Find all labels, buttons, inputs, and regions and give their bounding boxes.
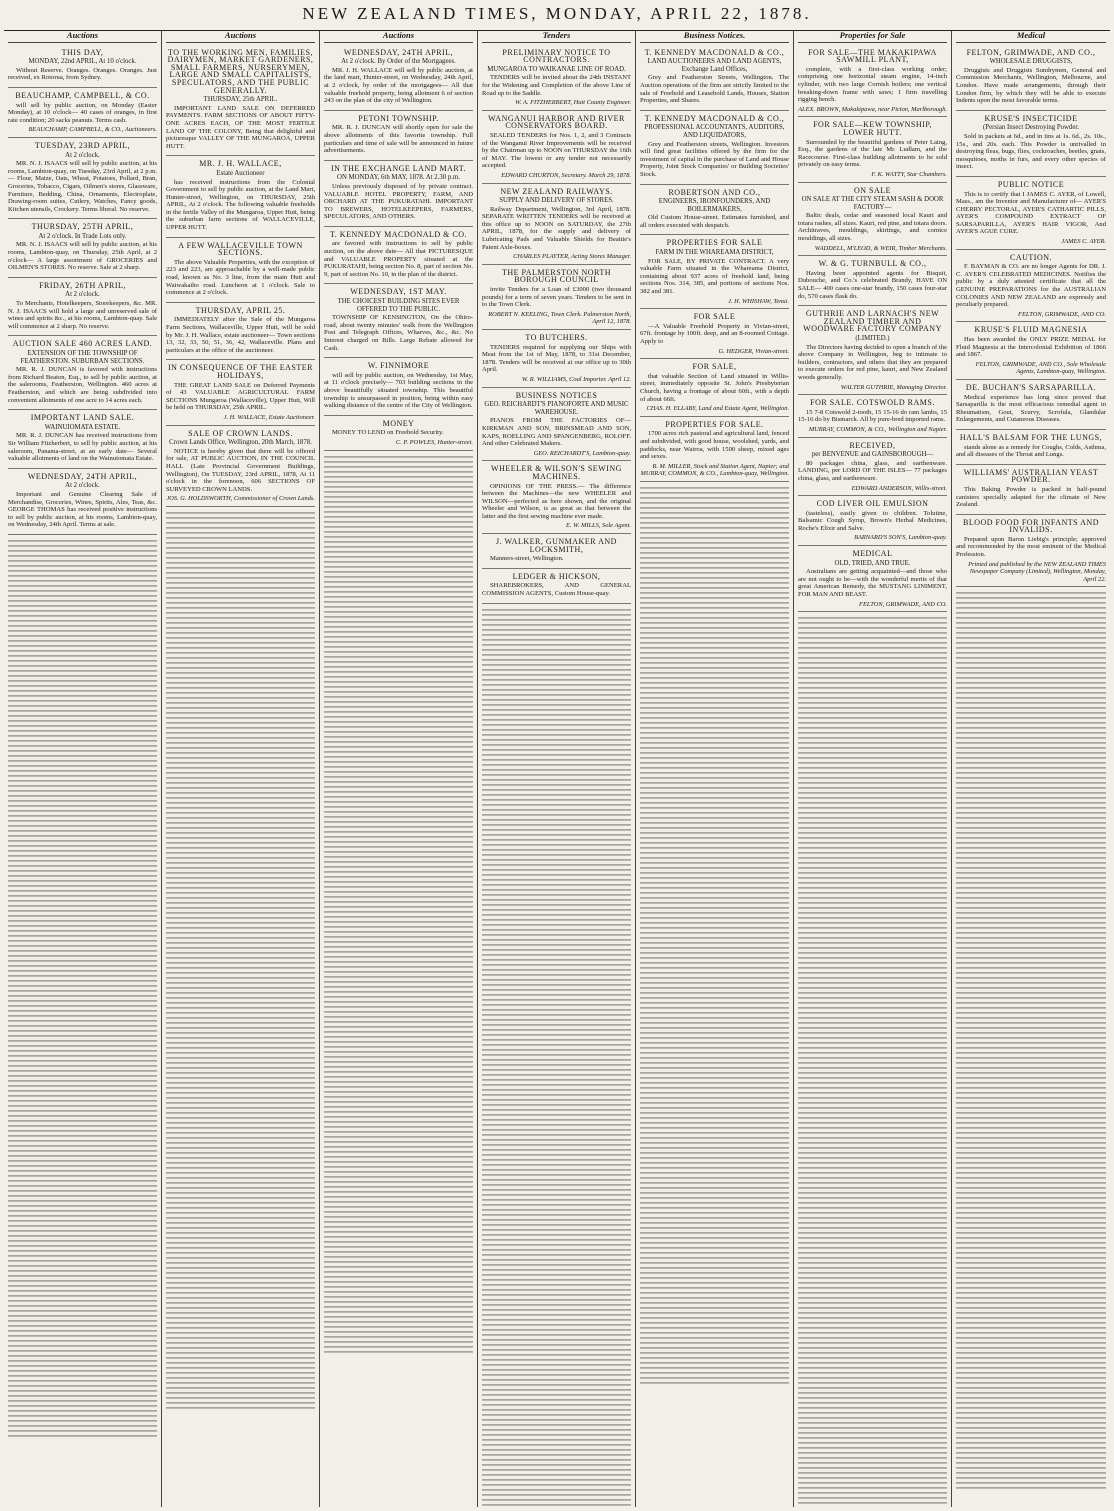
advertisement: [956, 177, 1106, 250]
ad-body: (tasteless), easily given to children. Tolutine, Balsamic Cough Syrup, Brown's Herbal Medicines, Roche's Elixir and Salve.: [798, 509, 947, 532]
ad-subtitle: THURSDAY, 25th APRIL.: [203, 96, 278, 104]
advertisement: [482, 461, 631, 534]
ad-title: AUCTION SALE 460 ACRES LAND.: [12, 339, 153, 349]
ad-body: stands alone as a remedy for Coughs, Colds, Asthma, and all diseases of the Throat and Lungs.: [956, 443, 1106, 459]
ad-body: 15 7-8 Cotswold 2-tooth, 15 15-16 do ram lambs, 15 15-16 do by Bismarck. All by pure-bred imported rams.: [798, 408, 947, 424]
ad-signature: CHAS. H. ELLABY, Land and Estate Agent, Wellington.: [646, 405, 789, 413]
ad-signature: MURRAY, COMMON, & CO., Wellington and Napier.: [808, 425, 947, 433]
advertisement: [798, 438, 947, 497]
ad-subtitle: MONDAY, 22nd APRIL, At 10 o'clock.: [28, 58, 137, 66]
ad-title: T. KENNEDY MACDONALD & CO.,: [644, 113, 785, 123]
ad-title: FOR SALE—KEW TOWNSHIP, LOWER HUTT.: [813, 120, 932, 137]
ad-title: MONEY: [382, 418, 415, 428]
ad-body: TENDERS will be invited about the 24th INSTANT for the Widening and Completion of the above Line of Road up to the Saddle.: [482, 74, 631, 97]
ad-title: THE PALMERSTON NORTH BOROUGH COUNCIL: [501, 267, 612, 285]
ad-title: GUTHRIE AND LARNACH'S NEW ZEALAND TIMBER AND WOODWARE FACTORY COMPANY: [803, 309, 942, 334]
ad-subtitle: GEO. REICHARDT'S PIANOFORTE AND MUSIC WAREHOUSE.: [484, 401, 629, 416]
advertisement: [166, 303, 315, 361]
ad-signature: R. M. MILLER, Stock and Station Agent, Napier; and MURRAY, COMMON, & CO., Lambton-quay, Wellington.: [640, 462, 789, 478]
ad-body: Baltic deals, cedar and seasoned local Kauri and totara rashes, all sizes. Kauri, red pine, and totara doors. Architraves, mouldings, skirtings, and cornice mouldings, all sizes.: [798, 212, 947, 243]
continued-text-block: [8, 539, 157, 1439]
ad-body: PIANOS FROM THE FACTORIES OF— KIRKMAN AND SON, BRINSMEAD AND SON, KAPS, ROELLING AND SPANGENBERG, ROLOFF. And other Celebrated Makers.: [482, 417, 631, 448]
ad-title: THIS DAY,: [61, 47, 104, 57]
ad-body: complete, with a first-class working order; comprising one horizontal steam engine, 14-inch cylinder, with two large Cornish boilers; one vertical breaking-down frame with saws; 1 firm travelling rigging bench.: [798, 65, 947, 104]
ad-body: OPINIONS OF THE PRESS.— The difference between the Machines—the new WHEELER and WILSON—perfected as here shown, and the original Wheeler and Wilson, is as great as that between the latter and the first sewing machine ever made.: [482, 482, 631, 520]
ad-subtitle: THE CHOICEST BUILDING SITES EVER OFFERED TO THE PUBLIC.: [337, 298, 460, 313]
ad-signature: C. P. POWLES, Hunter-street.: [395, 438, 473, 446]
ad-body: To Merchants, Hotelkeepers, Storekeepers, &c. MR. N. J. ISAACS will hold a large and unreserved sale of wines and spirits &c., at his rooms, Lambton-quay. Sale will commence at 2 sharp. No reserve.: [8, 300, 157, 330]
advertisement: [324, 416, 473, 451]
ad-signature: ALEX. BROWN, Makakipawa, near Picton, Marlborough.: [798, 105, 947, 113]
ad-subtitle: PROFESSIONAL ACCOUNTANTS, AUDITORS, AND LIQUIDATORS,: [644, 124, 785, 139]
advertisement: [798, 546, 947, 612]
advertisement: [640, 185, 789, 236]
ad-signature: FELTON, GRIMWADE, AND CO.: [859, 600, 947, 608]
newspaper-page: [4, 30, 1110, 1507]
ad-subtitle: EXTENSION OF THE TOWNSHIP OF FEATHERSTON. SUBURBAN SECTIONS.: [20, 350, 145, 365]
ad-title: NEW ZEALAND RAILWAYS.: [500, 186, 613, 196]
ad-body: SHAREBROKERS, AND GENERAL COMMISSION AGENTS, Custom House-quay.: [482, 582, 631, 598]
column-2: [162, 31, 320, 1507]
ad-body: NOTICE is hereby given that there will be offered for sale, AT PUBLIC AUCTION, IN THE COUNCIL HALL (Late Provincial Government Buildings, Wellington), On TUESDAY, 23rd APRIL, 1878, At 11 o'clock in the forenoon, 606 SECTIONS OF SURVEYED CROWN LANDS.: [166, 447, 315, 493]
advertisement: [640, 309, 789, 359]
ad-title: DE. BUCHAN'S SARSAPARILLA.: [965, 382, 1097, 392]
ad-title: TUESDAY, 23RD APRIL,: [34, 140, 131, 150]
ad-title: TO THE WORKING MEN, FAMILIES, DAIRYMEN, MARKET GARDENERS, SMALL FARMERS, NURSERYMEN, LARGE AND SMALL CAPITALISTS, SPECULATORS, AND THE PUBLIC GENERALLY.: [167, 47, 314, 95]
ad-body: TOWNSHIP OF KENSINGTON, On the Ohiro-road, about twenty minutes' walk from the Wellington Post and Telegraph Offices, Wharves, &c., &c. No Interest charged on Bills. Large Rebate allowed for Cash.: [324, 314, 473, 352]
ad-signature: JAMES C. AYER.: [1061, 238, 1106, 246]
ad-signature: GEO. REICHARDT'S, Lambton-quay.: [533, 449, 631, 457]
ad-body: F. BAYMAN & CO. are no longer Agents for DR. J. C. AYER'S CELEBRATED MEDICINES. Notifies the public by a duly attested certificate that all the GENUINE PREPARATIONS for the AUSTRALIAN COLONIES AND NEW ZEALAND are expressly and peculiarly prepared.: [956, 263, 1106, 309]
ad-signature: J. H. WHISHAW, Tenui.: [728, 297, 789, 305]
ad-body: TENDERS required for supplying our Ships with Meat from the 1st of May, 1878, to 31st December, 1878. Tenders will be received at our office up to 30th April.: [482, 343, 631, 374]
ad-subtitle: ON SALE AT THE CITY STEAM SASH & DOOR FACTORY—: [801, 196, 944, 211]
column-4: [478, 31, 636, 1507]
advertisement: [798, 256, 947, 306]
ad-body: Has been awarded the ONLY PRIZE MEDAL for Fluid Magnesia at the Intercolonial Exhibition of 1866 and 1867.: [956, 336, 1106, 359]
ad-title: ON SALE: [853, 185, 892, 195]
ad-body: The above Valuable Properties, with the exception of 223 and 223, are approachable by a well-made public road, known as No. 3 line, from the main Hutt and Waiwakaiho road. Luncheon at 1 o'clock. Sale to commence at 2 o'clock.: [166, 258, 315, 297]
ad-body: This is to certify that I JAMES C. AYER, of Lowell, Mass., am the Inventor and Manufacturer of— AYER'S CHERRY PECTORAL, AYER'S CATHARTIC PILLS, AYER'S COMPOUND EXTRACT OF SARSAPARILLA, AYER'S HAIR VIGOR, And AYER'S AGUE CURE.: [956, 190, 1106, 236]
ad-subtitle: OLD, TRIED, AND TRUE.: [834, 559, 911, 567]
ad-body: has received instructions from the Colonial Government to sell by public auction, at the Land Mart, Hunter-street, Wellington, on THURSDAY, 25th APRIL, At 2 o'clock. The following valuable freeholds in the fertile Valley of the Mungaroa, Upper Hutt, being the suburban farm sections of WALLACEVILLE, UPPER HUTT.: [166, 178, 315, 232]
ad-subtitle: (Persian Insect Destroying Powder.: [983, 124, 1079, 132]
advertisement: [956, 465, 1106, 515]
ad-signature: W. R. WILLIAMS, Coal Importer. April 12.: [521, 375, 631, 383]
ad-signature: CHARLES PLAYTER, Acting Stores Manager.: [513, 253, 631, 261]
advertisement: [956, 111, 1106, 177]
advertisement: [798, 183, 947, 257]
column-7: [952, 31, 1110, 1507]
ad-title: PROPERTIES FOR SALE: [666, 238, 763, 248]
ad-title: PRELIMINARY NOTICE TO CONTRACTORS.: [502, 47, 611, 65]
ad-title: FOR SALE,: [692, 362, 737, 372]
ad-subtitle: Estate Auctioneer: [216, 169, 265, 177]
ad-title: COD LIVER OIL EMULSION: [816, 499, 929, 509]
ad-body: Unless previously disposed of by private contract. VALUABLE HOTEL PROPERTY, FARM, AND ORCHARD AT THE PUKURATAHI. IMPORTANT TO BREWERS, HOTELKEEPERS, FARMERS, SPECULATORS, AND OTHERS.: [324, 182, 473, 221]
ad-signature: JOS. G. HOLDSWORTH, Commissioner of Crown Lands.: [166, 495, 315, 503]
ad-title: WEDNESDAY, 1ST MAY.: [350, 287, 447, 297]
advertisement: [482, 45, 631, 111]
ad-body: Australians are getting acquainted—and those who are not ought to be—with the wonderful merits of that great American Remedy, the MUSTANG LINIMENT, FOR MAN AND BEAST.: [798, 568, 947, 599]
ad-body: SEALED TENDERS for Nos. 1, 2, and 3 Contracts of the Wanganui River Improvements will be received by the Chairman up to NOON on THURSDAY the 16th of MAY. The lowest or any tender not necessarily accepted.: [482, 131, 631, 170]
ad-title: TO BUTCHERS.: [525, 333, 588, 342]
ad-body: MR. N. J. ISAACS will sell by public auction, at his rooms, Lambton-quay, on Tuesday, 23rd April, at 2 p.m.— Flour, Maize, Oats, Wheat, Potatoes, Pollard, Bran, Groceries, Tobacco, Cigars, Oilmen's stores, Glassware, Furniture, Bedding, China, Ornaments, Electroplate, Drawing-room suites, Cutlery, Watches, Fancy goods, Kitchen utensils, Crockery. Terms liberal. No reserve.: [8, 160, 157, 213]
ad-title: KRUSE'S FLUID MAGNESIA: [974, 325, 1088, 335]
advertisement: [956, 250, 1106, 323]
advertisement: [166, 156, 315, 237]
ad-title: LEDGER & HICKSON,: [512, 571, 601, 581]
ad-body: invite Tenders for a Loan of £3000 (two thousand pounds) for a term of seven years. Tenders to be sent in to the Town Clerk.: [482, 286, 631, 309]
ad-title: W. FINNIMORE: [367, 361, 430, 371]
ad-subtitle: At 2 o'clock. In Trade Lots only.: [38, 232, 127, 240]
advertisement: [482, 569, 631, 604]
ad-subtitle: FARM IN THE WHAREAMA DISTRICT,: [655, 249, 774, 257]
continued-text-block: [956, 591, 1106, 1491]
column-heading: Properties for Sale: [798, 31, 947, 43]
ad-body: Medical experience has long since proved that Sarsaparilla is the most efficacious remedial agent in Rheumatism, Gout, Scurvy, Scrofula, Glandular Enlargements, and Cutaneous Diseases.: [956, 393, 1106, 424]
advertisement: [482, 330, 631, 388]
ad-signature: WALTER GUTHRIE, Managing Director.: [840, 383, 947, 391]
ad-body: Important and Genuine Clearing Sale of Merchandise, Groceries, Wines, Spirits, Ales, Teas, &c. GEORGE THOMAS has received positive instructions to sell by public auction, at his rooms, Lambton-quay, on Wednesday, 24th April. Terms at sale.: [8, 490, 157, 529]
ad-signature: FELTON, GRIMWADE, AND CO.: [1018, 310, 1106, 318]
ad-title: MEDICAL: [852, 549, 893, 559]
advertisement: [8, 278, 157, 337]
ad-signature: FELTON, GRIMWADE, AND CO., Sole Wholesale Agents, Lambton-quay, Wellington.: [975, 360, 1106, 376]
advertisement: [482, 534, 631, 569]
ad-title: BEAUCHAMP, CAMPBELL, & CO.: [15, 90, 150, 100]
ad-body: Surrounded by the beautiful gardens of Peter Laing, Esq., the gardens of the late Mr. Ludlam, and the Racecourse. First-class building allotments to be sold privately on easy terms.: [798, 138, 947, 169]
advertisement: [482, 388, 631, 462]
advertisement: [640, 45, 789, 111]
ad-title: J. WALKER, GUNMAKER AND LOCKSMITH,: [496, 537, 617, 554]
ad-subtitle: (LIMITED.): [855, 335, 890, 342]
advertisement: [166, 426, 315, 507]
ad-title: FELTON, GRIMWADE, AND CO.,: [966, 47, 1096, 57]
ad-title: IMPORTANT LAND SALE.: [30, 413, 135, 423]
advertisement: [640, 359, 789, 417]
advertisement: [8, 336, 157, 410]
ad-title: T. KENNEDY MACDONALD & CO.: [330, 229, 467, 239]
ad-subtitle: At 2 o'clock.: [65, 151, 100, 159]
column-heading: Auctions: [324, 31, 473, 43]
advertisement: [640, 111, 789, 185]
ad-signature: F. K. WATTY, Star Chambers.: [871, 170, 947, 178]
ad-title: FRIDAY, 26TH APRIL,: [39, 280, 126, 290]
advertisement: [640, 417, 789, 482]
ad-body: 80 packages china, glass, and earthenware. LANDING, per LORD OF THE ISLES— 77 packages china, glass, and earthenware.: [798, 459, 947, 482]
ad-body: will sell by public auction, on Monday (Easter Monday), at 10 o'clock— 40 cases of oranges, in first rate condition; 20 sacks peanuts. Terms cash.: [8, 101, 157, 124]
advertisement: [798, 496, 947, 546]
ad-title: IN CONSEQUENCE OF THE EASTER HOLIDAYS,: [168, 363, 313, 380]
ad-subtitle: SUPPLY AND DELIVERY OF STORES.: [499, 197, 614, 205]
ad-signature: EDWARD CHURTON, Secretary. March 29, 1878.: [501, 171, 631, 179]
advertisement: [8, 410, 157, 469]
column-6: [794, 31, 952, 1507]
ad-subtitle: Crown Lands Office, Wellington, 20th March, 1878.: [169, 439, 312, 447]
ad-signature: BARNARD'S SON'S, Lambton-quay.: [854, 534, 947, 542]
advertisement: [482, 184, 631, 265]
ad-title: IN THE EXCHANGE LAND MART.: [330, 163, 467, 173]
advertisement: [8, 469, 157, 535]
advertisement: [166, 238, 315, 303]
advertisement: [8, 45, 157, 88]
continued-text-block: [482, 608, 631, 1507]
column-heading: Tenders: [482, 31, 631, 43]
ad-body: that valuable Section of Land situated in Willis-street, immediately opposite St. John's Presbyterian Church, having a frontage of about 60ft., with a depth of about 66ft.: [640, 372, 789, 403]
ad-body: Old Custom House-street. Estimates furnished, and all orders executed with despatch.: [640, 214, 789, 229]
column-heading: Auctions: [166, 31, 315, 43]
continued-text-block: [166, 511, 315, 1411]
ad-title: ROBERTSON AND CO.,: [668, 187, 761, 197]
ad-body: will sell by public auction, on Wednesday, 1st May, at 11 o'clock precisely— 703 building sections in the above beautifully situated township. This beautiful township is unsurpassed in position, being within easy walking distance of the centre of the City of Wellington.: [324, 371, 473, 410]
ad-title: A FEW WALLACEVILLE TOWN SECTIONS.: [178, 240, 303, 258]
ad-title: WEDNESDAY, 24TH APRIL,: [27, 471, 138, 481]
ad-signature: E. W. MILLS, Sole Agent.: [566, 522, 631, 530]
ad-title: FOR SALE: [693, 312, 736, 322]
newspaper-masthead: NEW ZEALAND TIMES, MONDAY, APRIL 22, 1878.: [302, 4, 812, 23]
ad-title: WHEELER & WILSON'S SEWING MACHINES.: [491, 464, 622, 481]
ad-title: THURSDAY, APRIL 25.: [195, 305, 286, 315]
advertisement: [956, 515, 1106, 588]
advertisement: [8, 88, 157, 138]
ad-body: MONEY TO LEND on Freehold Security.: [332, 429, 444, 437]
ad-title: CAUTION.: [1010, 252, 1052, 262]
ad-subtitle: At 2 o'clock.: [65, 291, 100, 299]
advertisement: [324, 45, 473, 111]
advertisement: [798, 45, 947, 118]
ad-signature: G. HEDGER, Vivian-street.: [718, 347, 789, 355]
column-heading: Medical: [956, 31, 1106, 43]
advertisement: [8, 219, 157, 278]
ad-body: are favored with instructions to sell by public auction, on the above date— All that PICTURESQUE and VALUABLE PROPERTY situated at the PUKURATAHI, being section No. 8, part of section No. 9, part of section No. 10, in the plan of the district.: [324, 240, 473, 278]
ad-body: Grey and Featherston streets, Wellington. Investors will find great facilities offered by the firm for the investment of capital in the purchase of Land and House Property, Joint Stock Companies' or Building Societies' Stock.: [640, 140, 789, 178]
advertisement: [166, 45, 315, 157]
ad-subtitle: per BENVENUE and GAINSBOROUGH—: [811, 451, 934, 459]
ad-body: Prepared upon Baron Liebig's principle; approved and recommended by the most eminent of the Medical Profession.: [956, 535, 1106, 559]
ad-body: 1700 acres rich pastoral and agricultural land, fenced and subdivided, with good house, woolshed, yards, and paddocks, near Wairoa, with 1500 sheep, mixed ages and sexes.: [640, 430, 789, 461]
ad-body: Grey and Featherston Streets, Wellington. The Auction operations of the firm are strictly limited to the sale of Freehold and Leasehold Lands, Houses, Station Properties, and Shares.: [640, 74, 789, 105]
advertisement: [324, 284, 473, 358]
ad-signature: WADDELL, M'LEOD, & WEIR, Timber Merchants.: [814, 244, 947, 252]
ad-body: Sold in packets at 6d., and in tins at 1s. 6d., 2s. 10s., 15s., and 20s. each. This Powder is unrivalled in destroying fleas, bugs, flies, cockroaches, beetles, gnats, mosquitoes, moths in furs, and every other species of insect.: [956, 132, 1106, 171]
ad-body: This Baking Powder is packed in half-pound canisters specially adapted for the climate of New Zealand.: [956, 485, 1106, 509]
ad-subtitle: At 2 o'clock.: [65, 482, 100, 490]
ad-subtitle: At 2 o'clock. By Order of the Mortgagees.: [341, 58, 456, 66]
ad-title: RECEIVED,: [849, 440, 896, 450]
ad-title: BUSINESS NOTICES: [515, 390, 598, 400]
ad-title: WEDNESDAY, 24TH APRIL,: [343, 47, 454, 57]
ad-title: WANGANUI HARBOR AND RIVER CONSERVATORS BOARD.: [488, 113, 625, 131]
advertisement: [956, 380, 1106, 430]
ad-title: FOR SALE. COTSWOLD RAMS.: [810, 398, 935, 408]
advertisement: [324, 161, 473, 227]
advertisement: [956, 430, 1106, 465]
advertisement: [956, 322, 1106, 380]
ad-subtitle: MUNGAROA TO WAIKANAE LINE OF ROAD.: [487, 65, 626, 73]
ad-body: The Directors having decided to open a branch of the above Company in Wellington, beg to intimate to builders, contractors, and others that they are prepared to execute orders for red pine, kauri, and New Zealand woods generally.: [798, 343, 947, 381]
ad-body: Having been appointed agents for Bisquit, Dubouche, and Co.'s celebrated Brandy, HAVE ON SALE— 400 cases one-star brandy, 150 cases four-star do, 570 cases flask do.: [798, 269, 947, 300]
ad-title: KRUSE'S INSECTICIDE: [984, 113, 1078, 123]
advertisement: [324, 111, 473, 161]
ad-title: MR. J. H. WALLACE,: [199, 159, 282, 169]
ad-body: Manners-street, Wellington.: [490, 555, 564, 563]
ad-body: IMMEDIATELY after the Sale of the Mungaroa Farm Sections, Wallaceville, Upper Hutt, will be sold by Mr. J. H. Wallace, estate auctioneer— Town sections 13, 32, 33, 50, 51, 36, 42, Wallaceville. Plans and particulars at the office of the auctioneer.: [166, 316, 315, 354]
continued-text-block: [324, 455, 473, 1355]
advertisement: [798, 306, 947, 395]
ad-subtitle: ON MONDAY, 6th MAY, 1878. At 2.30 p.m.: [337, 174, 460, 182]
ad-body: FOR SALE, BY PRIVATE CONTRACT. A very valuable Farm situated in the Whareama District, containing about 937 acres of freehold land, being sections Nos. 314, 385, and portions of sections Nos. 382 and 381.: [640, 257, 789, 296]
ad-body: MR. R. J. DUNCAN has received instructions from Sir William Fitzherbert, to sell by public auction, at his saleroom, Panama-street, at an early date— Several valuable allotments of land on the Wainuiomata Estate.: [8, 432, 157, 463]
ad-body: IMPORTANT LAND SALE ON DEFERRED PAYMENTS. FARM SECTIONS OF ABOUT FIFTY-ONE ACRES EACH, OF THE MOST FERTILE LAND OF THE COLONY, Being that delightful and picturesque VALLEY OF THE MUNGAROA, UPPER HUTT.: [166, 104, 315, 150]
ad-subtitle: LAND AUCTIONEERS AND LAND AGENTS, Exchange Land Offices,: [647, 58, 782, 73]
ad-body: MR. J. H. WALLACE will sell by public auction, at the land mart, Hunter-street, on Wednesday, 24th April, at 2 o'clock, by order of the mortgagees— All that valuable freehold property, being allotment 6 of section 243 on the plan of the city of Wellington.: [324, 66, 473, 105]
ad-title: PROPERTIES FOR SALE.: [665, 419, 764, 429]
ad-body: Without Reserve. Oranges. Oranges. Oranges. Just received, ex Rotorua, from Sydney.: [8, 66, 157, 82]
ad-body: THE GREAT LAND SALE on Deferred Payments of 43 VALUABLE AGRICULTURAL FARM SECTIONS Mungaroa (Wallaceville), Upper Hutt, Will be held on THURSDAY, 25th APRIL.: [166, 381, 315, 412]
column-heading: Business Notices.: [640, 31, 789, 43]
ad-signature: EDWARD ANDERSON, Willis-street.: [851, 484, 947, 492]
advertisement: [324, 227, 473, 285]
ad-signature: ROBERT N. KEELING, Town Clerk. Palmerston North, April 12, 1878.: [488, 310, 631, 326]
ad-title: SALE OF CROWN LANDS.: [188, 428, 293, 438]
ad-body: —A Valuable Freehold Property in Vivian-street, 67ft. frontage by 100ft. deep, and an 8-roomed Cottage. Apply to: [640, 322, 789, 345]
ad-body: MR. R. J. DUNCAN will shortly open for sale the above allotments of this favorite township. Full particulars and time of sale will be announced in future advertisements.: [324, 124, 473, 155]
advertisement: [166, 360, 315, 425]
ad-subtitle: ENGINEERS, IRONFOUNDERS, AND BOILERMAKERS,: [658, 198, 771, 213]
advertisement: [8, 138, 157, 219]
ad-signature: BEAUCHAMP, CAMPBELL, & CO., Auctioneers.: [28, 126, 157, 134]
ad-body: Druggists and Druggists Sundrymen, General and Commission Merchants, Wellington, Melbourne, and London. Have made arrangements, through their London firm, by which they will be able to execute Indents upon the most favorable terms.: [956, 66, 1106, 105]
ad-title: PUBLIC NOTICE: [997, 179, 1065, 189]
ad-title: PETONI TOWNSHIP.: [358, 113, 439, 123]
ad-body: Railway Department, Wellington, 3rd April, 1878. SEPARATE WRITTEN TENDERS will be received at this office up to NOON on SATURDAY, the 27th APRIL, 1878, for the supply and delivery of Lubricating Pads and Valuable Shields for Beattie's Patent Axle-boxes.: [482, 205, 631, 251]
ad-title: W. & G. TURNBULL & CO.,: [818, 259, 927, 269]
advertisement: [956, 45, 1106, 111]
ad-signature: W. A. FITZHERBERT, Hutt County Engineer.: [515, 99, 631, 107]
column-heading: Auctions: [8, 31, 157, 43]
advertisement: [798, 117, 947, 182]
advertisement: [640, 235, 789, 309]
advertisement: [482, 111, 631, 184]
ad-title: FOR SALE—THE MAKAKIPAWA SAWMILL PLANT,: [808, 47, 937, 65]
ad-title: BLOOD FOOD FOR INFANTS AND INVALIDS.: [963, 517, 1099, 535]
column-1: [4, 31, 162, 1507]
advertisement: [324, 358, 473, 416]
ad-title: THURSDAY, 25TH APRIL,: [31, 222, 134, 232]
column-3: [320, 31, 478, 1507]
column-5: [636, 31, 794, 1507]
ad-title: T. KENNEDY MACDONALD & CO.,: [644, 47, 785, 57]
continued-text-block: [640, 486, 789, 1386]
ad-signature: Printed and published by the NEW ZEALAND TIMES Newspaper Company (Limited), Wellington, Monday, April 22.: [968, 560, 1106, 583]
ad-title: WILLIAMS' AUSTRALIAN YEAST POWDER.: [963, 467, 1099, 485]
ad-body: MR. N. J. ISAACS will sell by public auction, at his rooms, Lambton-quay, on Thursday, 25th April, at 2 o'clock— A large assortment of GROCERIES and OILMEN'S STORES. No reserve. Sale at 2 sharp.: [8, 241, 157, 272]
advertisement: [798, 395, 947, 437]
ad-body: MR. R. J. DUNCAN is favored with instructions from Richard Beaton, Esq., to sell by public auction, at the salerooms, Featherston, Wellington. 460 acres at Featherston, and which are being subdivided into convenient allotments of one acre to 14 acres each.: [8, 366, 157, 404]
advertisement: [482, 265, 631, 330]
ad-subtitle: WHOLESALE DRUGGISTS,: [989, 58, 1073, 66]
ad-title: HALL'S BALSAM FOR THE LUNGS,: [959, 432, 1103, 442]
continued-text-block: [798, 616, 947, 1507]
ad-subtitle: WAINUIOMATA ESTATE.: [44, 423, 121, 431]
ad-signature: J. H. WALLACE, Estate Auctioneer.: [223, 413, 315, 421]
